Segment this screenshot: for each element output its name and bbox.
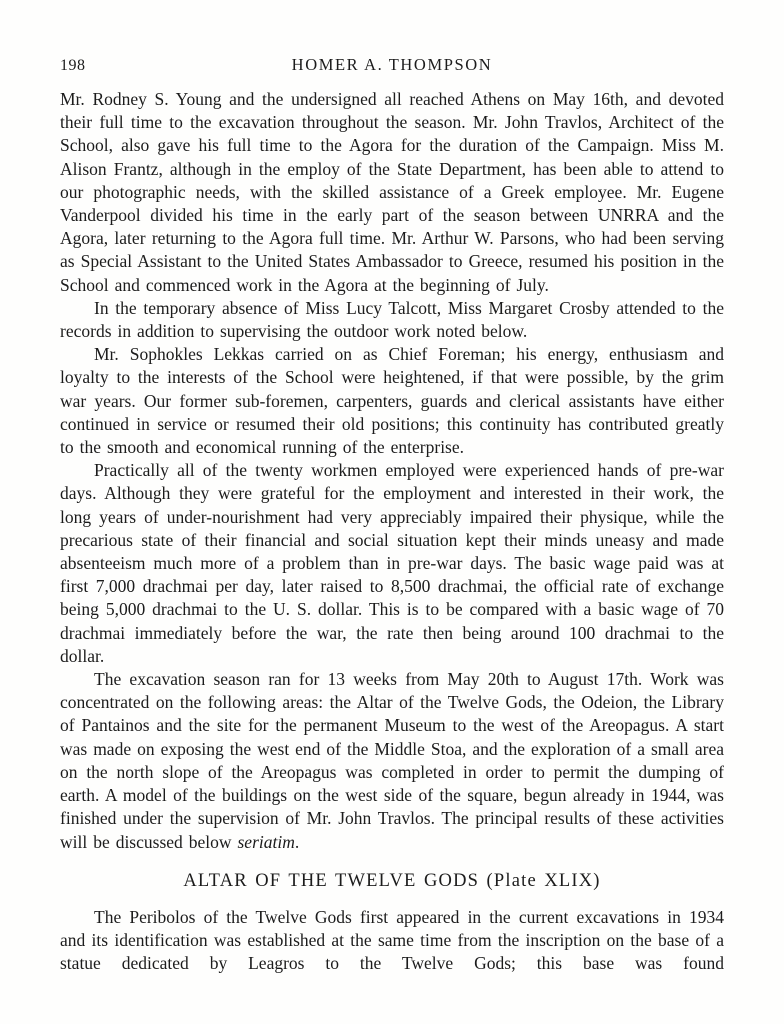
article-body <box>60 88 724 976</box>
page-header <box>60 55 724 75</box>
paragraph-peribolos: The Peribolos of the Twelve Gods first appeared in the current excavations in 1934 and its identification was established at the same time from the inscription on the base of a statue dedicated by Leagros to the Twelve Gods; this base was found <box>60 906 724 974</box>
paragraph-text: . <box>294 831 300 852</box>
running-head: HOMER A. THOMPSON <box>291 55 493 74</box>
paragraph-season-summary <box>60 668 724 854</box>
paragraph-records: In the temporary absence of Miss Lucy Talcott, Miss Margaret Crosby attended to the records in addition to supervising the outdoor work noted below. <box>60 297 724 342</box>
section-heading: ALTAR OF THE TWELVE GODS (Plate XLIX) <box>183 870 601 891</box>
paragraph-foreman: Mr. Sophokles Lekkas carried on as Chief Foreman; his energy, enthusiasm and loyalty to the interests of the School were heightened, if that were possible, by the grim war years. Our former sub-foremen, carpenters, guards and clerical assistants have either continued in service or resumed their old positions; this continuity has contributed greatly to the smooth and economical running of the enterprise. <box>60 344 724 458</box>
paragraph-staff: Mr. Rodney S. Young and the undersigned all reached Athens on May 16th, and devoted their full time to the excavation throughout the season. Mr. John Travlos, Architect of the School, also gave his full time to the Agora for the duration of the Campaign. Miss M. Alison Frantz, although in the employ of the State Department, has been able to attend to our photographic needs, with the skilled assistance of a Greek employee. Mr. Eugene Vanderpool divided his time in the early part of the season between UNRRA and the Agora, later returning to the Agora full time. Mr. Arthur W. Parsons, who had been serving as Special Assistant to the United States Ambassador to Greece, resumed his position in the School and commenced work in the Agora at the beginning of July. <box>60 89 724 295</box>
italic-term: seriatim <box>237 831 295 852</box>
paragraph-text: The excavation season ran for 13 weeks from May 20th to August 17th. Work was concentrated on the following areas: the Altar of the Twelve Gods, the Odeion, the Library of Pantainos and the site for the permanent Museum to the west of the Areopagus. A start was made on exposing the west end of the Middle Stoa, and the exploration of a small area on the north slope of the Areopagus was completed in order to permit the dumping of earth. A model of the buildings on the west side of the square, begun already in 1944, was finished under the supervision of Mr. John Travlos. The principal results of these activities will be discussed below <box>60 669 724 852</box>
page-number: 198 <box>60 57 86 74</box>
paragraph-workmen-wages: Practically all of the twenty workmen employed were experienced hands of pre-war days. Although they were grateful for the employment and interested in their work, the long years of under-nourishment had very appreciably impaired their physique, while the precarious state of their financial and social situation kept their minds uneasy and made absenteeism much more of a problem than in pre-war days. The basic wage paid was at first 7,000 drachmai per day, later raised to 8,500 drachmai, the official rate of exchange being 5,000 drachmai to the U. S. dollar. This is to be compared with a basic wage of 70 drachmai immediately before the war, the rate then being around 100 drachmai to the dollar. <box>60 460 724 666</box>
